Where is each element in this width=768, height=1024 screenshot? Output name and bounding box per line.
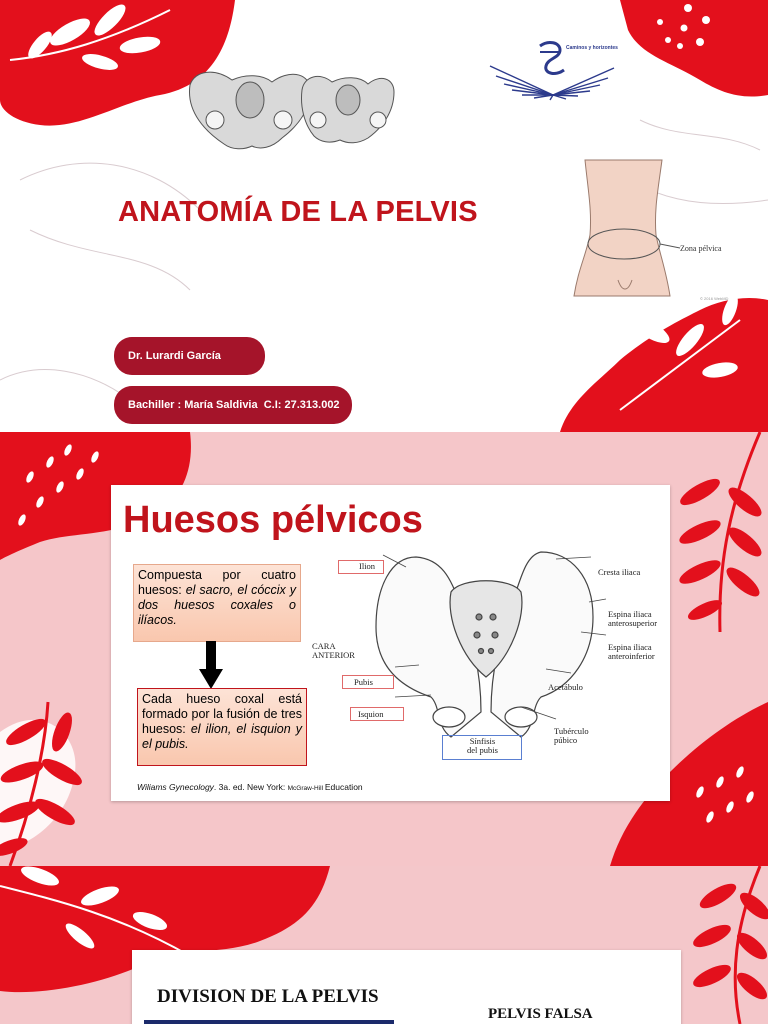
content-card <box>132 950 681 1024</box>
citation <box>137 782 363 792</box>
slide-huesos-pelvicos <box>0 432 768 866</box>
label-cresta: Cresta iliaca <box>598 567 641 577</box>
label-sinfisis: Sínfisis del pubis <box>467 736 498 755</box>
box1-text: Compuesta por cuatro huesos: <box>138 568 296 597</box>
table-header-bar <box>144 1020 394 1024</box>
box2-italic: el ilion, el isquion y el pubis. <box>142 722 302 751</box>
zona-pelvica-label: Zona pélvica <box>680 244 722 253</box>
red-blob-bottom-right <box>560 298 768 432</box>
obturator-right <box>505 707 537 727</box>
student-badge: Bachiller : María Saldivia C.I: 27.313.002 <box>114 386 352 424</box>
info-box-fusion <box>137 688 307 766</box>
label-espina-sup: Espina iliaca anterosuperior <box>608 609 658 628</box>
box2-text: Cada hueso coxal está formado por la fusión de tres huesos: <box>142 692 302 736</box>
label-cara-anterior: CARA ANTERIOR <box>312 641 355 660</box>
label-ilion: Ilion <box>359 561 376 571</box>
logo-text: Caminos y horizontes <box>566 45 618 51</box>
citation-middle: . 3a. ed. New York: <box>213 782 288 792</box>
content-card <box>111 485 670 801</box>
pelvis-illustration-2 <box>302 76 395 142</box>
citation-end: Education <box>324 782 363 792</box>
image-credit: © 2016 WebMD <box>700 296 729 301</box>
label-tuberculo: Tubérculo púbico <box>554 726 589 745</box>
red-fern-right <box>691 866 768 1024</box>
info-box-composition <box>133 564 301 642</box>
slide-heading: Huesos pélvicos <box>123 499 423 541</box>
box1-italic: el sacro, el cóccix y dos huesos coxales o ilíacos. <box>138 583 296 627</box>
pelvis-falsa-heading: PELVIS FALSA <box>488 1006 593 1022</box>
citation-title: Wiliams Gynecology <box>137 782 214 792</box>
institution-logo <box>490 43 614 100</box>
pelvis-illustration-1 <box>189 72 310 149</box>
citation-publisher: McGraw-Hill <box>287 785 325 792</box>
down-arrow-icon <box>199 641 223 691</box>
red-fern-right <box>677 432 765 632</box>
slide-heading: DIVISION DE LA PELVIS <box>157 986 379 1007</box>
label-espina-inf: Espina iliaca anteroinferior <box>608 642 655 661</box>
label-isquion: Isquion <box>358 709 384 719</box>
presentation-title: ANATOMÍA DE LA PELVIS <box>118 196 478 228</box>
author-badge: Dr. Lurardi García <box>114 337 265 375</box>
label-pubis: Pubis <box>354 677 373 687</box>
slide-title <box>0 0 768 432</box>
slide-division-pelvis <box>0 866 768 1024</box>
red-blob-top-right <box>620 0 768 97</box>
obturator-left <box>433 707 465 727</box>
abdomen-illustration <box>574 160 680 296</box>
label-acetabulo: Acetábulo <box>548 682 583 692</box>
